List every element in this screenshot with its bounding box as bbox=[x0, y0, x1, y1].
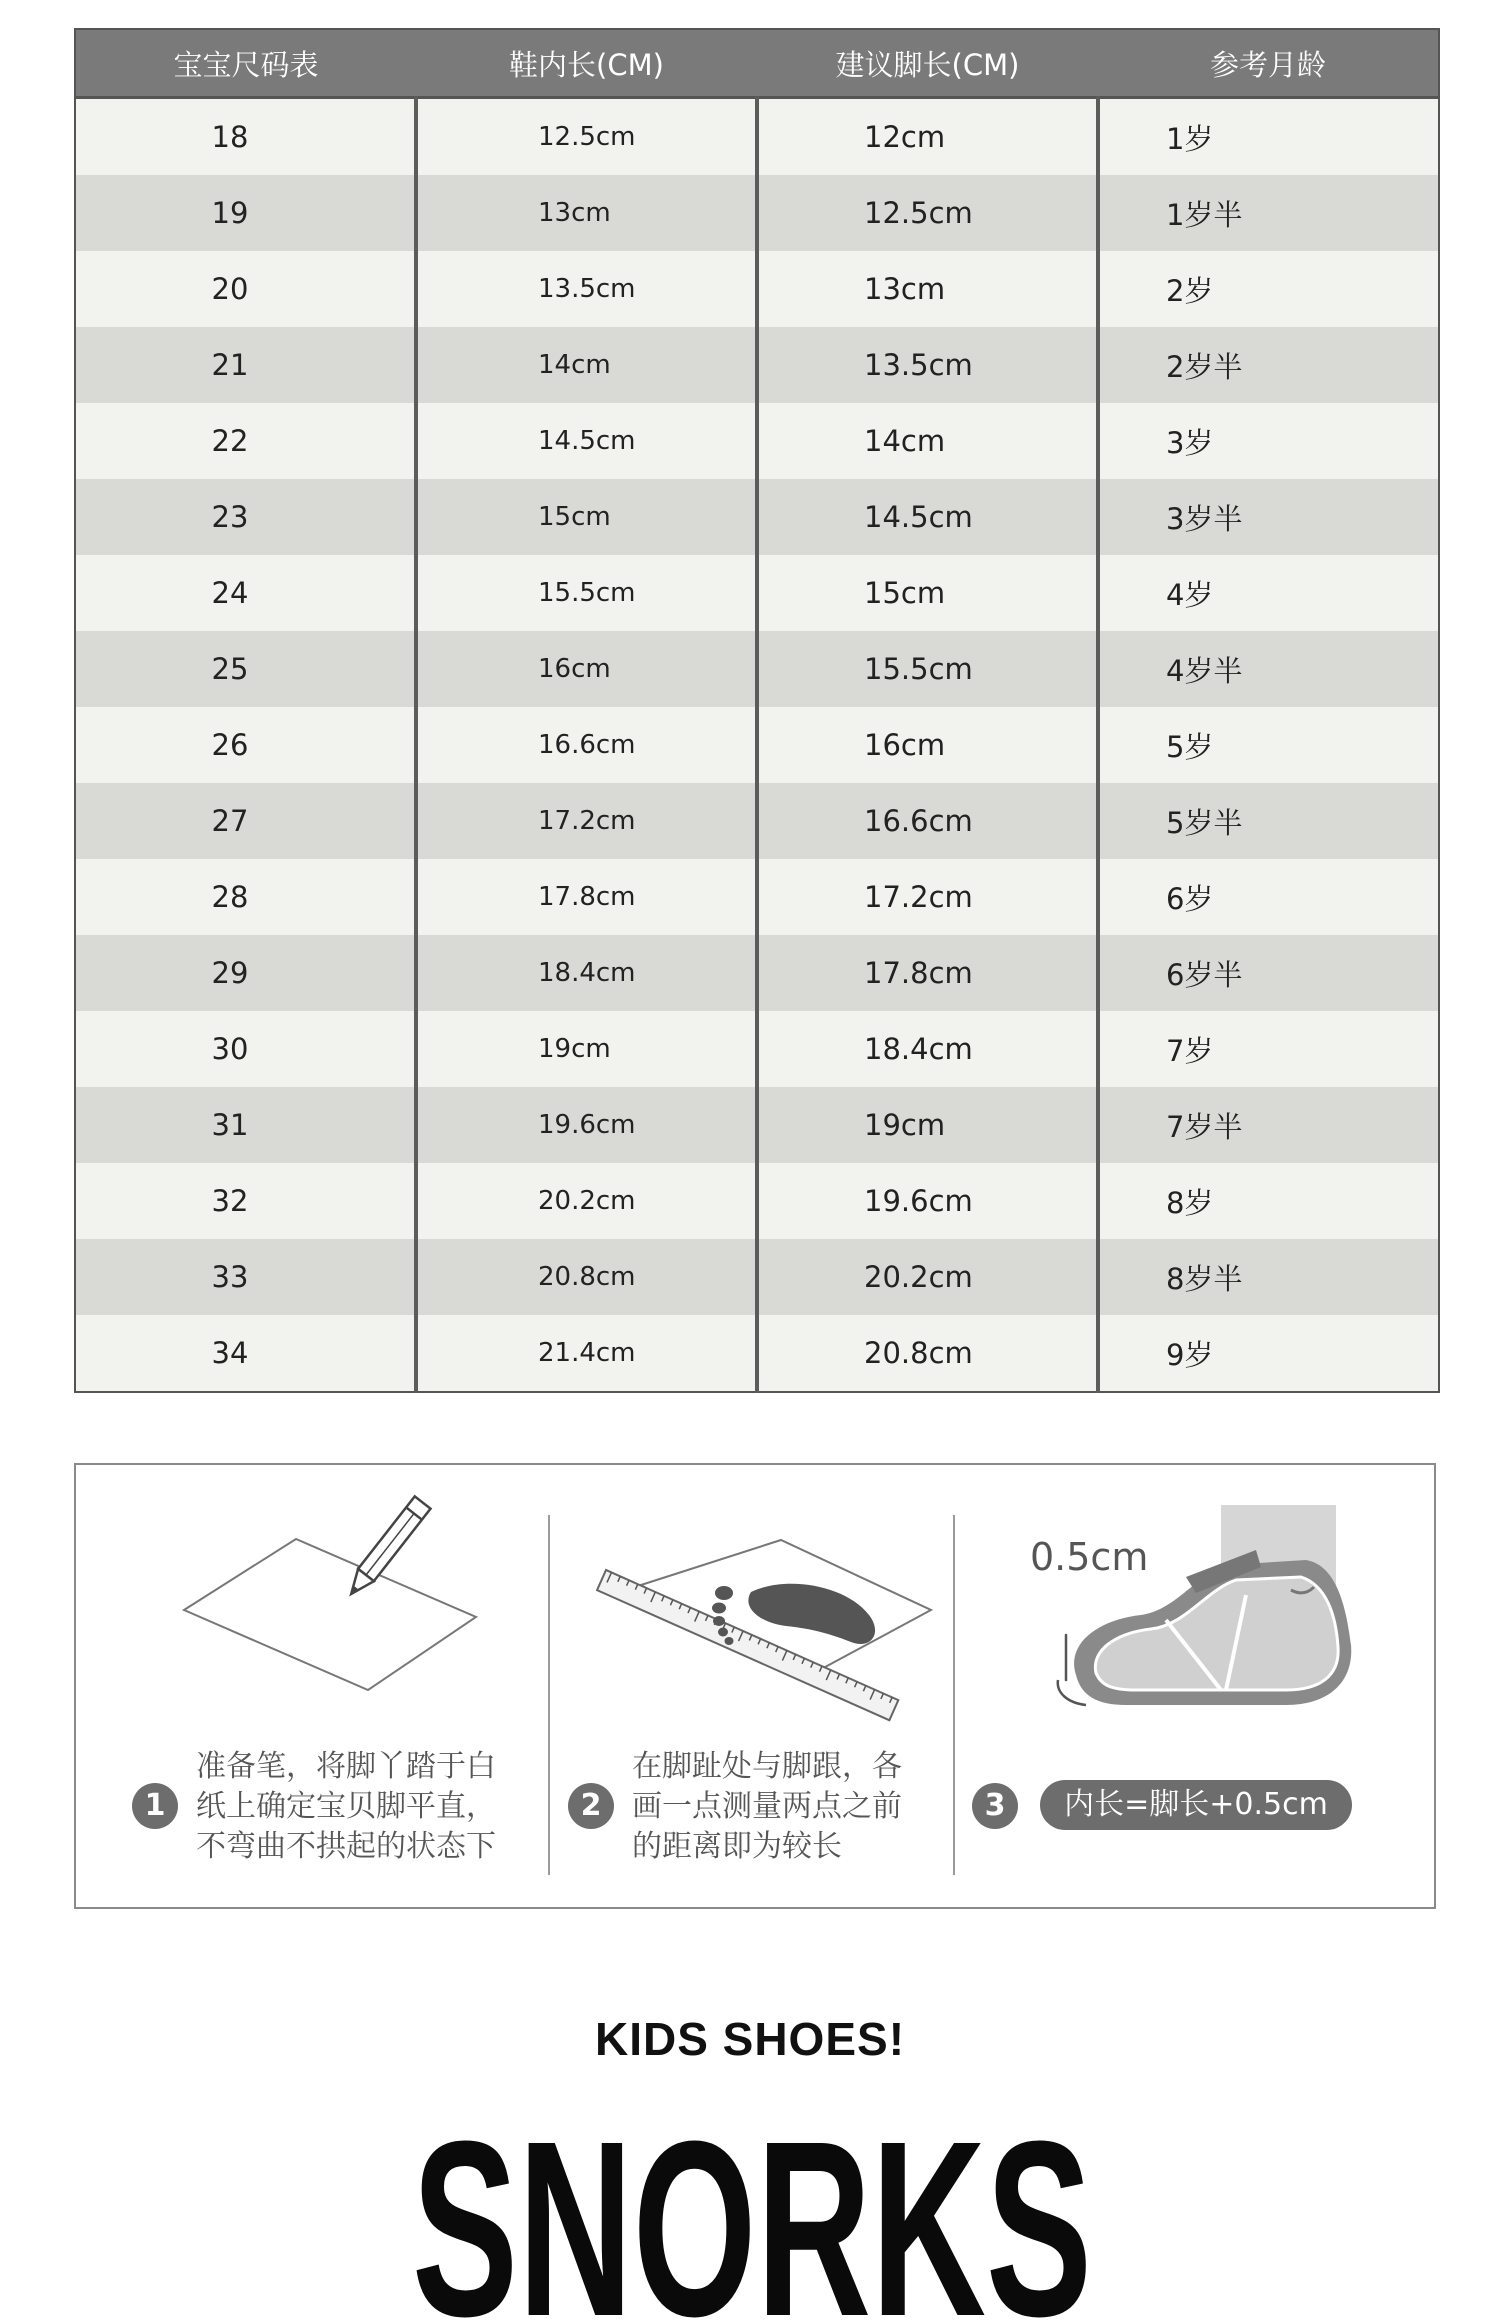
cell-foot-length: 16.6cm bbox=[757, 783, 1098, 859]
table-row bbox=[75, 555, 1439, 631]
header-foot-length: 建议脚长(CM) bbox=[757, 29, 1098, 98]
header-inner-length: 鞋内长(CM) bbox=[416, 29, 757, 98]
cell-age: 8岁 bbox=[1098, 1163, 1439, 1239]
cell-inner-length: 13cm bbox=[416, 175, 757, 251]
table-row bbox=[75, 1087, 1439, 1163]
step-3-number-icon: 3 bbox=[972, 1783, 1018, 1829]
cell-size: 32 bbox=[75, 1163, 416, 1239]
cell-age: 4岁 bbox=[1098, 555, 1439, 631]
step-2-text: 在脚趾处与脚跟，各 画一点测量两点之前 的距离即为较长 bbox=[632, 1749, 902, 1864]
table-row bbox=[75, 783, 1439, 859]
step-1-text: 准备笔，将脚丫踏于白 纸上确定宝贝脚平直， 不弯曲不拱起的状态下 bbox=[196, 1749, 496, 1864]
cell-foot-length: 16cm bbox=[757, 707, 1098, 783]
table-row bbox=[75, 251, 1439, 327]
table-row bbox=[75, 98, 1439, 176]
kids-shoes-tagline: KIDS SHOES! bbox=[594, 2013, 906, 2065]
cell-foot-length: 19cm bbox=[757, 1087, 1098, 1163]
offset-label: 0.5cm bbox=[1030, 1535, 1149, 1579]
cell-age: 8岁半 bbox=[1098, 1239, 1439, 1315]
cell-inner-length: 20.8cm bbox=[416, 1239, 757, 1315]
cell-age: 5岁 bbox=[1098, 707, 1439, 783]
cell-inner-length: 21.4cm bbox=[416, 1315, 757, 1392]
cell-inner-length: 20.2cm bbox=[416, 1163, 757, 1239]
cell-age: 6岁半 bbox=[1098, 935, 1439, 1011]
cell-foot-length: 13.5cm bbox=[757, 327, 1098, 403]
cell-inner-length: 17.8cm bbox=[416, 859, 757, 935]
cell-foot-length: 20.8cm bbox=[757, 1315, 1098, 1392]
step-1-number-icon: 1 bbox=[132, 1783, 178, 1829]
cell-size: 20 bbox=[75, 251, 416, 327]
cell-size: 34 bbox=[75, 1315, 416, 1392]
cell-size: 28 bbox=[75, 859, 416, 935]
cell-age: 4岁半 bbox=[1098, 631, 1439, 707]
table-row bbox=[75, 859, 1439, 935]
snorks-logo bbox=[402, 2089, 1102, 2322]
step-2-number-icon: 2 bbox=[568, 1783, 614, 1829]
cell-inner-length: 14.5cm bbox=[416, 403, 757, 479]
cell-inner-length: 17.2cm bbox=[416, 783, 757, 859]
table-row bbox=[75, 631, 1439, 707]
cell-size: 24 bbox=[75, 555, 416, 631]
cell-foot-length: 12cm bbox=[757, 98, 1098, 176]
cell-age: 6岁 bbox=[1098, 859, 1439, 935]
cell-inner-length: 15.5cm bbox=[416, 555, 757, 631]
cell-age: 3岁半 bbox=[1098, 479, 1439, 555]
cell-age: 7岁半 bbox=[1098, 1087, 1439, 1163]
cell-foot-length: 15cm bbox=[757, 555, 1098, 631]
size-table-header bbox=[75, 29, 1439, 98]
cell-age: 2岁半 bbox=[1098, 327, 1439, 403]
cell-inner-length: 13.5cm bbox=[416, 251, 757, 327]
cell-foot-length: 14cm bbox=[757, 403, 1098, 479]
table-row bbox=[75, 1163, 1439, 1239]
measurement-guide bbox=[74, 1463, 1436, 1909]
cell-size: 29 bbox=[75, 935, 416, 1011]
cell-foot-length: 15.5cm bbox=[757, 631, 1098, 707]
cell-age: 1岁 bbox=[1098, 98, 1439, 176]
cell-size: 19 bbox=[75, 175, 416, 251]
cell-inner-length: 16.6cm bbox=[416, 707, 757, 783]
footprint-ruler-icon bbox=[601, 1530, 931, 1710]
cell-size: 33 bbox=[75, 1239, 416, 1315]
table-row bbox=[75, 935, 1439, 1011]
table-row bbox=[75, 1315, 1439, 1392]
cell-size: 22 bbox=[75, 403, 416, 479]
size-table bbox=[74, 28, 1440, 1393]
cell-size: 18 bbox=[75, 98, 416, 176]
pencil-paper-icon bbox=[176, 1535, 496, 1695]
cell-foot-length: 14.5cm bbox=[757, 479, 1098, 555]
cell-age: 9岁 bbox=[1098, 1315, 1439, 1392]
cell-size: 23 bbox=[75, 479, 416, 555]
cell-inner-length: 16cm bbox=[416, 631, 757, 707]
cell-size: 26 bbox=[75, 707, 416, 783]
table-row bbox=[75, 1239, 1439, 1315]
cell-foot-length: 19.6cm bbox=[757, 1163, 1098, 1239]
cell-inner-length: 19.6cm bbox=[416, 1087, 757, 1163]
header-baby-size: 宝宝尺码表 bbox=[75, 29, 416, 98]
table-row bbox=[75, 707, 1439, 783]
step-3-formula: 内长=脚长+0.5cm bbox=[1040, 1780, 1352, 1830]
cell-age: 2岁 bbox=[1098, 251, 1439, 327]
cell-size: 25 bbox=[75, 631, 416, 707]
cell-age: 7岁 bbox=[1098, 1011, 1439, 1087]
cell-size: 21 bbox=[75, 327, 416, 403]
cell-inner-length: 18.4cm bbox=[416, 935, 757, 1011]
cell-inner-length: 14cm bbox=[416, 327, 757, 403]
cell-foot-length: 17.2cm bbox=[757, 859, 1098, 935]
table-row bbox=[75, 479, 1439, 555]
cell-size: 27 bbox=[75, 783, 416, 859]
snorks-logo-text: SNORKS bbox=[412, 2089, 1092, 2322]
cell-foot-length: 12.5cm bbox=[757, 175, 1098, 251]
cell-foot-length: 17.8cm bbox=[757, 935, 1098, 1011]
cell-foot-length: 13cm bbox=[757, 251, 1098, 327]
cell-inner-length: 19cm bbox=[416, 1011, 757, 1087]
table-row bbox=[75, 1011, 1439, 1087]
cell-age: 3岁 bbox=[1098, 403, 1439, 479]
cell-age: 5岁半 bbox=[1098, 783, 1439, 859]
cell-size: 31 bbox=[75, 1087, 416, 1163]
cell-inner-length: 12.5cm bbox=[416, 98, 757, 176]
header-age: 参考月龄 bbox=[1098, 29, 1439, 98]
size-table-body bbox=[75, 98, 1439, 1393]
guide-divider bbox=[548, 1515, 550, 1875]
cell-foot-length: 20.2cm bbox=[757, 1239, 1098, 1315]
table-row bbox=[75, 403, 1439, 479]
cell-size: 30 bbox=[75, 1011, 416, 1087]
table-row bbox=[75, 327, 1439, 403]
table-row bbox=[75, 175, 1439, 251]
cell-inner-length: 15cm bbox=[416, 479, 757, 555]
cell-foot-length: 18.4cm bbox=[757, 1011, 1098, 1087]
cell-age: 1岁半 bbox=[1098, 175, 1439, 251]
